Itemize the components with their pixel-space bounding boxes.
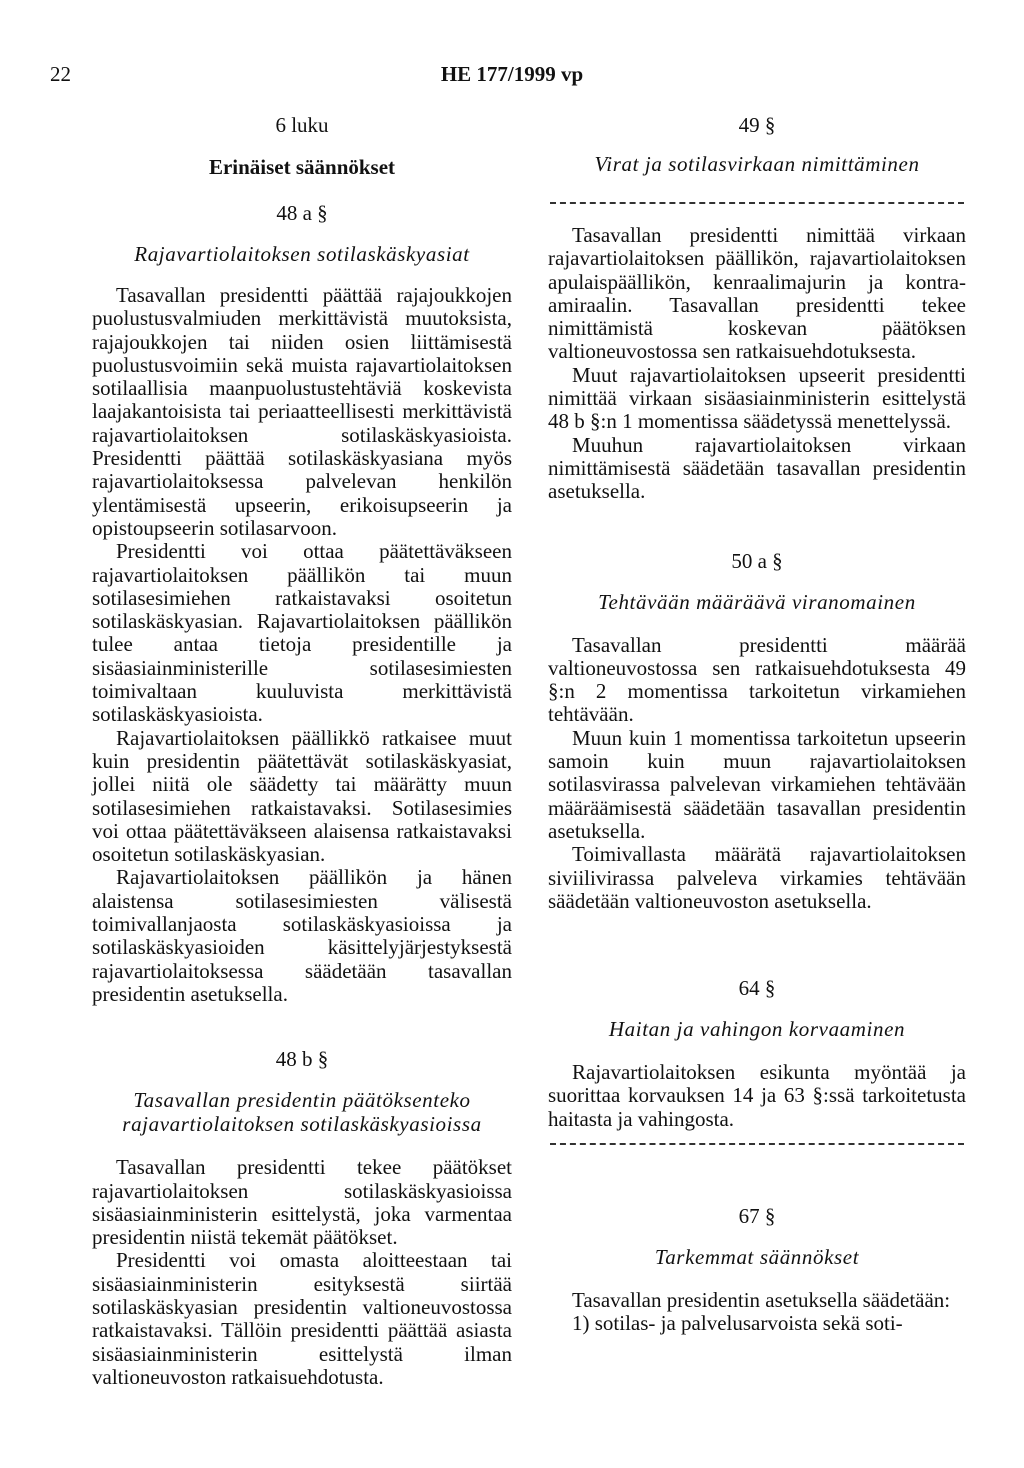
right-column: [548, 110, 966, 1336]
section-50a-paragraph-2: Muun kuin 1 momentissa tarkoitetun upseerin samoin kuin muun rajavartiolaitoksen sotilasvirassa palvelevan virkamiehen tehtävään määräämisestä säädetään tasavallan presidentin asetuksella.: [548, 725, 966, 843]
section-48a-number: 48 a §: [276, 201, 328, 225]
section-48a-paragraph-3: Rajavartiolaitoksen päällikkö ratkaisee muut kuin presidentin päätettävät sotilaskäskyasiat, jollei niitä ole säädetty tai määrätty muun sotilasesimiehen ratkaistavaksi. Sotilasesimies voi ottaa päätettäväkseen alaisensa ratkaistavaksi osoitetun sotilaskäskyasian.: [92, 725, 512, 867]
section-50a-paragraph-1: Tasavallan presidentti määrää valtioneuvostossa sen ratkaisuehdotuksesta 49 §:n 2 momentissa tarkoitetun virkamiehen tehtävään.: [548, 632, 966, 727]
omission-dash-line: [550, 1143, 964, 1145]
chapter-title: Erinäiset säännökset: [208, 155, 396, 179]
section-48a-paragraph-1: Tasavallan presidentti päättää rajajoukkojen puolustusvalmiuden merkittävistä muutoksista, rajajoukkojen tai niiden osien liittämisestä puolustusvoimiin sekä muista rajavartiolaitoksen sotilaallisia maanpuolustustehtäviä koskevista laajakantoisista tai periaatteellisesti merkittävistä rajavartiolaitoksen sotilaskäskyasioista. Presidentti päättää sotilaskäskyasiana myös rajavartiolaitoksessa palvelevan henkilön ylentämisestä upseerin, erikoisupseerin ja opistoupseerin sotilasarvoon.: [92, 283, 512, 540]
document-id: HE 177/1999 vp: [440, 62, 584, 86]
section-50a-title: Tehtävään määräävä viranomainen: [598, 589, 916, 614]
section-48b-paragraph-1: Tasavallan presidentti tekee päätökset rajavartiolaitoksen sotilaskäskyasioissa sisäasiainministerin esittelystä, joka varmentaa presidentin niistä tekemät päätökset.: [92, 1155, 512, 1250]
chapter-number: 6 luku: [275, 113, 329, 137]
section-49-paragraph-2: Muut rajavartiolaitoksen upseerit presidentti nimittää virkaan sisäasiainministerin esittelystä 48 b §:n 1 momentissa säädetyssä menettelyssä.: [548, 362, 966, 434]
left-column: [92, 110, 512, 1389]
section-49-paragraph-1: Tasavallan presidentti nimittää virkaan rajavartiolaitoksen päällikön, rajavartiolaitoksen apulaispäällikön, kenraalimajurin ja kontra-amiraalin. Tasavallan presidentti tekee nimittämistä koskevan päätöksen valtioneuvostossa sen ratkaisuehdotuksesta.: [548, 223, 966, 364]
section-48b-number: 48 b §: [275, 1047, 329, 1072]
section-48b-paragraph-2: Presidentti voi omasta aloitteestaan tai sisäasiainministerin esityksestä siirtää sotilaskäskyasian presidentin valtioneuvostossa ratkaistavaksi. Tällöin presidentti päättää asiasta sisäasiainministerin esittelystä ilman valtioneuvoston ratkaisuehdotusta.: [92, 1248, 512, 1389]
section-67-paragraph-1: Tasavallan presidentin asetuksella säädetään:: [572, 1288, 951, 1313]
section-67-number: 67 §: [738, 1204, 776, 1229]
section-49-paragraph-3: Muuhun rajavartiolaitoksen virkaan nimittämisestä säädetään tasavallan presidentin asetuksella.: [548, 432, 966, 504]
section-64-paragraph-1: Rajavartiolaitoksen esikunta myöntää ja suorittaa korvauksen 14 ja 63 §:ssä tarkoitetusta haitasta ja vahingosta.: [548, 1060, 966, 1131]
section-48b-title: Tasavallan presidentin päätöksenteko rajavartiolaitoksen sotilaskäskyasioissa: [122, 1088, 482, 1137]
section-50a-paragraph-3: Toimivallasta määrätä rajavartiolaitoksen siviilivirassa palveleva virkamies tehtävään säädetään valtioneuvoston asetuksella.: [548, 842, 966, 913]
section-64-title: Haitan ja vahingon korvaaminen: [608, 1017, 906, 1042]
section-50a-number: 50 a §: [731, 548, 783, 573]
section-48a-paragraph-2: Presidentti voi ottaa päätettäväkseen rajavartiolaitoksen päällikön tai muun sotilasesimiehen ratkaistavaksi osoitetun sotilaskäskyasian. Rajavartiolaitoksen päällikön tulee antaa tietoja presidentille ja sisäasiainministerille sotilasesimiesten toimivaltaan kuuluvista merkittävistä sotilaskäskyasioista.: [92, 539, 512, 727]
section-49-number: 49 §: [738, 113, 776, 137]
section-49-title: Virat ja sotilasvirkaan nimittäminen: [594, 152, 920, 176]
section-67-title: Tarkemmat säännökset: [654, 1245, 860, 1270]
section-67-paragraph-2: 1) sotilas- ja palvelusarvoista sekä soti-: [572, 1311, 903, 1336]
section-48a-title: Rajavartiolaitoksen sotilaskäskyasiat: [134, 242, 470, 266]
section-64-number: 64 §: [738, 976, 776, 1001]
omission-dash-line: [550, 202, 964, 204]
section-48a-paragraph-4: Rajavartiolaitoksen päällikön ja hänen alaistensa sotilasesimiesten välisestä toimivallanjaosta sotilaskäskyasioissa ja sotilaskäskyasioiden käsittelyjärjestyksestä rajavartiolaitoksessa säädetään tasavallan presidentin asetuksella.: [92, 865, 512, 1006]
page-number: 22: [50, 62, 71, 86]
